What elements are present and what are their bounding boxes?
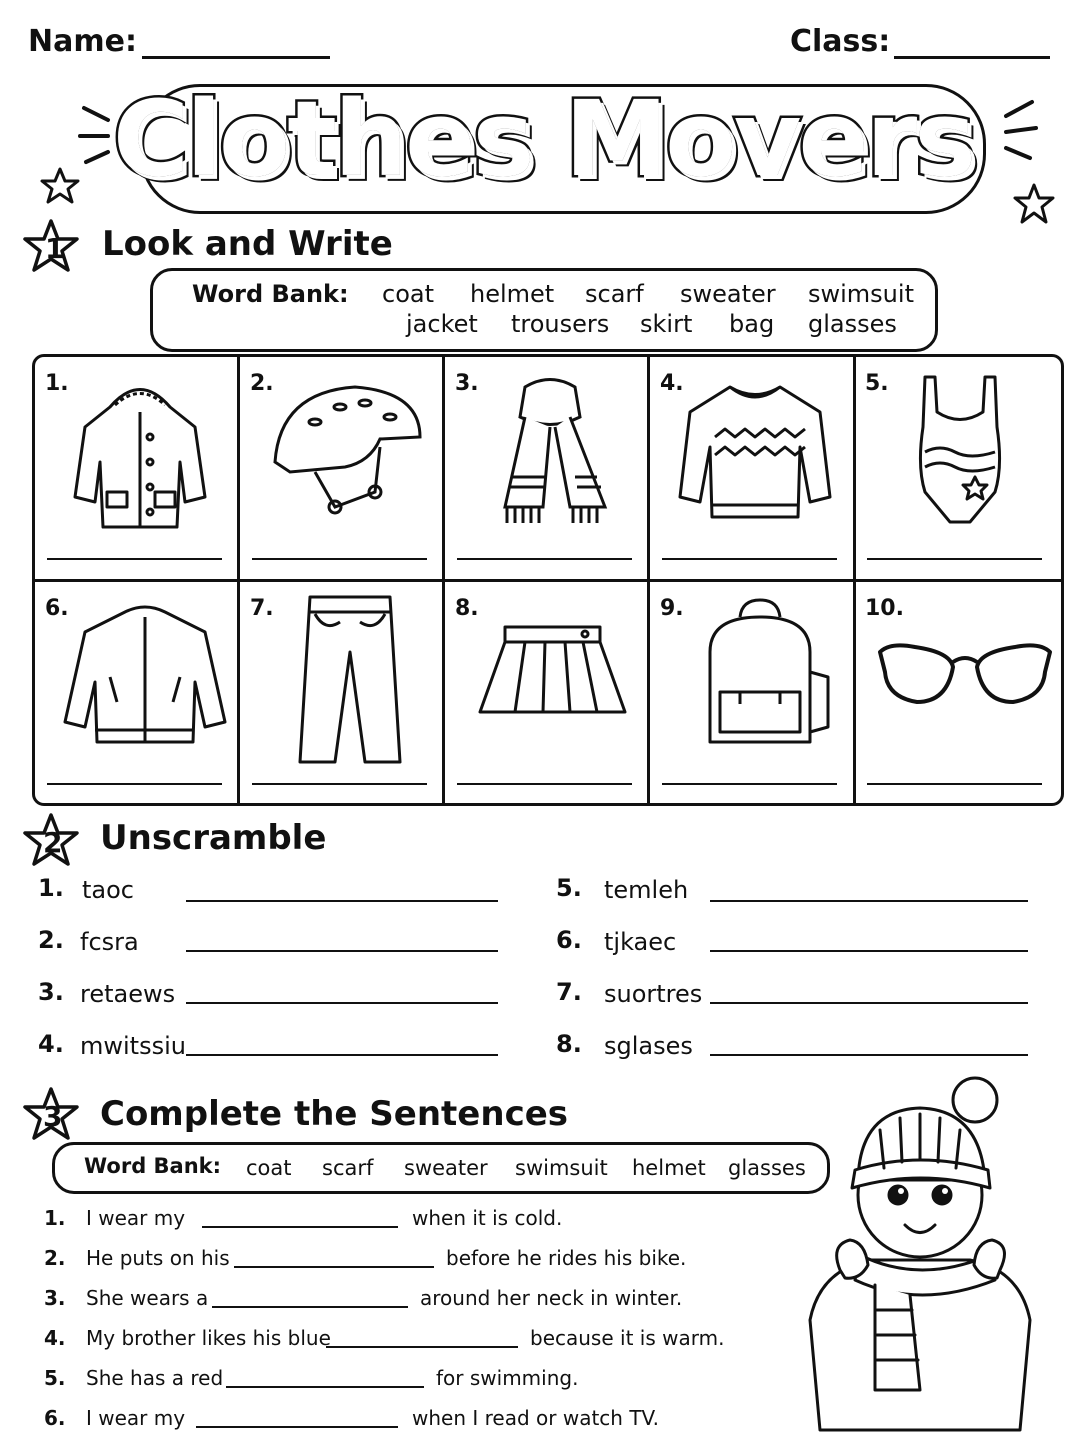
picture-cell	[855, 582, 1060, 805]
unscramble-number: 1.	[38, 874, 64, 902]
item-number: 3.	[455, 371, 479, 396]
scrambled-word: taoc	[82, 876, 134, 904]
answer-line[interactable]	[457, 783, 632, 785]
trousers-icon	[260, 592, 430, 772]
picture-cell	[35, 582, 240, 805]
jacket-icon	[55, 592, 235, 762]
answer-line[interactable]	[252, 558, 427, 560]
word-bank-word: sweater	[404, 1156, 488, 1180]
sentence-blank[interactable]	[202, 1226, 398, 1228]
scrambled-word: sglases	[604, 1032, 693, 1060]
word-bank-3-label: Word Bank:	[84, 1154, 222, 1178]
answer-line[interactable]	[867, 783, 1042, 785]
scrambled-word: fcsra	[80, 928, 139, 956]
answer-line[interactable]	[457, 558, 632, 560]
sentence-after: when it is cold.	[412, 1206, 563, 1230]
word-bank-word: coat	[246, 1156, 292, 1180]
answer-line[interactable]	[662, 783, 837, 785]
picture-cell	[445, 582, 650, 805]
sentence-before: My brother likes his blue	[86, 1326, 331, 1350]
unscramble-number: 6.	[556, 926, 582, 954]
unscramble-number: 8.	[556, 1030, 582, 1058]
name-field[interactable]	[142, 56, 330, 59]
answer-line[interactable]	[186, 1054, 498, 1056]
sentence-before: I wear my	[86, 1206, 186, 1230]
section-1-heading: Look and Write	[102, 224, 393, 264]
helmet-icon	[260, 367, 430, 537]
sentence-number: 4.	[44, 1326, 66, 1350]
sentence-before: She wears a	[86, 1286, 209, 1310]
item-number: 7.	[250, 596, 274, 621]
sentence-after: before he rides his bike.	[446, 1246, 687, 1270]
word-bank-word: scarf	[322, 1156, 374, 1180]
item-number: 2.	[250, 371, 274, 396]
child-in-winter-clothes-icon	[780, 1070, 1060, 1440]
item-number: 1.	[45, 371, 69, 396]
word-bank-word: sweater	[680, 280, 776, 308]
sentence-blank[interactable]	[226, 1386, 424, 1388]
answer-line[interactable]	[186, 1002, 498, 1004]
sentence-before: I wear my	[86, 1406, 186, 1430]
answer-line[interactable]	[662, 558, 837, 560]
sentence-before: He puts on his	[86, 1246, 230, 1270]
item-number: 6.	[45, 596, 69, 621]
answer-line[interactable]	[710, 1054, 1028, 1056]
swimsuit-icon	[875, 367, 1045, 537]
word-bank-word: swimsuit	[808, 280, 914, 308]
item-number: 8.	[455, 596, 479, 621]
item-number: 9.	[660, 596, 684, 621]
scrambled-word: suortres	[604, 980, 703, 1008]
answer-line[interactable]	[186, 950, 498, 952]
section-1-number: 1	[45, 232, 65, 265]
sentence-after: because it is warm.	[530, 1326, 725, 1350]
picture-cell	[240, 582, 445, 805]
picture-cell	[650, 582, 855, 805]
word-bank-word: scarf	[585, 280, 644, 308]
coat-icon	[55, 367, 225, 537]
sentence-number: 1.	[44, 1206, 66, 1230]
word-bank-word: bag	[729, 310, 775, 338]
item-number: 5.	[865, 371, 889, 396]
sentence-blank[interactable]	[212, 1306, 408, 1308]
section-2-number: 2	[43, 826, 63, 859]
sentence-number: 6.	[44, 1406, 66, 1430]
word-bank-word: swimsuit	[515, 1156, 608, 1180]
sentence-number: 2.	[44, 1246, 66, 1270]
unscramble-number: 7.	[556, 978, 582, 1006]
class-label: Class:	[790, 24, 891, 59]
word-bank-word: skirt	[640, 310, 693, 338]
sentence-before: She has a red	[86, 1366, 224, 1390]
backpack-icon	[670, 592, 840, 762]
unscramble-number: 2.	[38, 926, 64, 954]
picture-cell	[650, 357, 855, 580]
class-field[interactable]	[894, 56, 1050, 59]
scrambled-word: temleh	[604, 876, 689, 904]
scrambled-word: retaews	[80, 980, 176, 1008]
word-bank-1-label: Word Bank:	[192, 280, 349, 308]
page-title: Clothes Movers	[112, 78, 974, 200]
picture-cell	[855, 357, 1060, 580]
item-number: 4.	[660, 371, 684, 396]
sentence-number: 5.	[44, 1366, 66, 1390]
star-right-icon	[1012, 182, 1056, 226]
item-number: 10.	[865, 596, 904, 621]
word-bank-word: glasses	[808, 310, 897, 338]
glasses-icon	[875, 592, 1055, 732]
section-2-heading: Unscramble	[100, 818, 327, 858]
sentence-blank[interactable]	[234, 1266, 434, 1268]
word-bank-word: helmet	[632, 1156, 706, 1180]
picture-cell	[240, 357, 445, 580]
section-3-heading: Complete the Sentences	[100, 1094, 569, 1134]
sentence-number: 3.	[44, 1286, 66, 1310]
answer-line[interactable]	[186, 900, 498, 902]
star-left-icon	[40, 166, 80, 206]
sweater-icon	[670, 367, 840, 537]
picture-grid	[32, 354, 1064, 806]
sentence-after: around her neck in winter.	[420, 1286, 683, 1310]
word-bank-word: jacket	[406, 310, 478, 338]
answer-line[interactable]	[710, 900, 1028, 902]
word-bank-word: glasses	[728, 1156, 806, 1180]
scrambled-word: mwitssiu	[80, 1032, 186, 1060]
picture-cell	[445, 357, 650, 580]
unscramble-number: 4.	[38, 1030, 64, 1058]
sentence-blank[interactable]	[196, 1426, 398, 1428]
sparkle-left-icon	[74, 100, 124, 170]
answer-line[interactable]	[710, 1002, 1028, 1004]
answer-line[interactable]	[867, 558, 1042, 560]
word-bank-word: helmet	[470, 280, 555, 308]
sparkle-right-icon	[996, 96, 1046, 166]
sentence-blank[interactable]	[326, 1346, 518, 1348]
answer-line[interactable]	[252, 783, 427, 785]
sentence-after: when I read or watch TV.	[412, 1406, 660, 1430]
scrambled-word: tjkaec	[604, 928, 677, 956]
word-bank-word: trousers	[511, 310, 610, 338]
section-3-number: 3	[43, 1100, 63, 1133]
unscramble-number: 3.	[38, 978, 64, 1006]
sentence-after: for swimming.	[436, 1366, 579, 1390]
answer-line[interactable]	[47, 558, 222, 560]
answer-line[interactable]	[47, 783, 222, 785]
unscramble-number: 5.	[556, 874, 582, 902]
picture-cell	[35, 357, 240, 580]
word-bank-word: coat	[382, 280, 434, 308]
scarf-icon	[465, 367, 635, 537]
answer-line[interactable]	[710, 950, 1028, 952]
name-label: Name:	[28, 24, 137, 59]
skirt-icon	[465, 592, 635, 762]
